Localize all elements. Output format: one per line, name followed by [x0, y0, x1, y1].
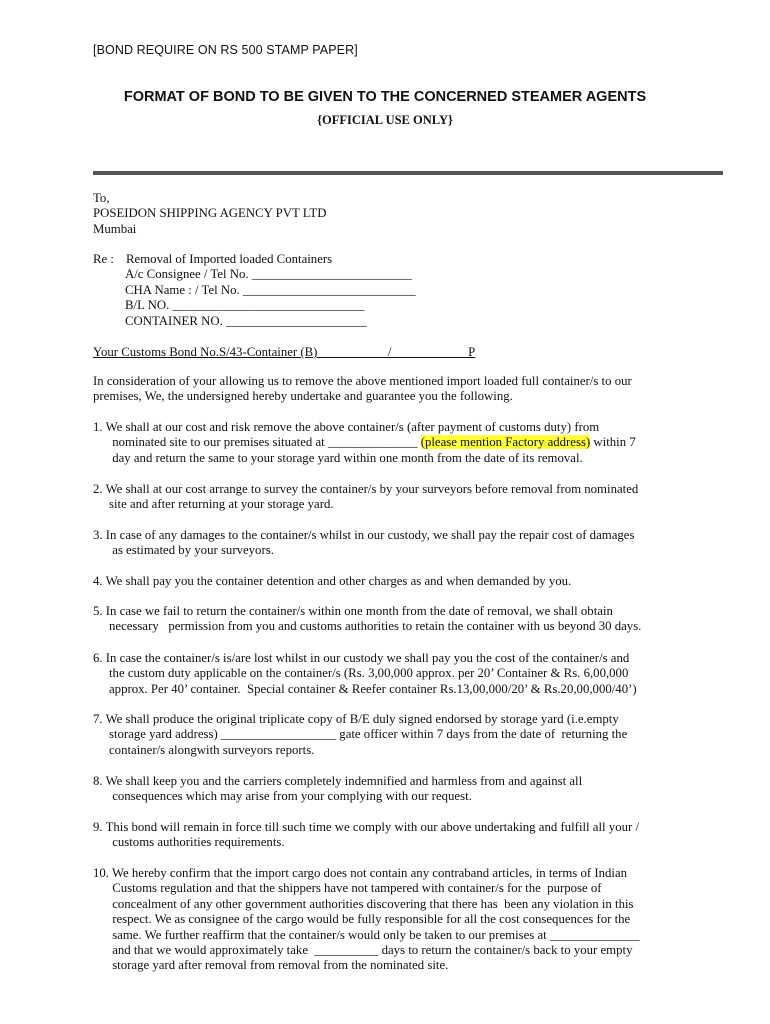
item-line: 3. In case of any damages to the container/s whilst in our custody, we shall pay the repair cost of damages — [93, 528, 635, 542]
address-block — [93, 191, 326, 237]
document-subtitle: {OFFICIAL USE ONLY} — [317, 113, 453, 127]
re-label: Re : — [93, 252, 114, 266]
item-line: Customs regulation and that the shippers have not tampered with container/s for the purpose of — [93, 881, 602, 896]
item-line: 1. We shall at our cost and risk remove the above container/s (after payment of customs duty) from — [93, 420, 600, 434]
item-line: and that we would approximately take __________ days to return the container/s back to your empty — [93, 942, 633, 957]
item-line: 8. We shall keep you and the carriers completely indemnified and harmless from and against all — [93, 774, 583, 788]
addressee-company: POSEIDON SHIPPING AGENCY PVT LTD — [93, 206, 327, 221]
document-title: FORMAT OF BOND TO BE GIVEN TO THE CONCERNED STEAMER AGENTS — [123, 89, 647, 105]
item-line: necessary permission from you and customs authorities to retain the container with us beyond 30 days. — [93, 619, 642, 634]
intro-paragraph — [93, 374, 632, 405]
intro-line: In consideration of your allowing us to remove the above mentioned import loaded full container/s to our — [93, 374, 632, 388]
item-line: container/s alongwith surveyors reports. — [93, 742, 315, 757]
cha-field: CHA Name : / Tel No. ___________________________ — [125, 282, 416, 297]
item-line: approx. Per 40’ container. Special container & Reefer container Rs.13,00,000/20’ & Rs.20,00,000/40’) — [93, 681, 637, 696]
undertaking-item-4 — [93, 574, 571, 589]
undertaking-item-10 — [93, 866, 640, 974]
item-line: storage yard after removal from removal from the nominated site. — [93, 958, 449, 973]
undertaking-item-1 — [93, 420, 636, 466]
item-line — [93, 435, 636, 450]
item-line: 9. This bond will remain in force till such time we comply with our above undertaking and fulfill all your / — [93, 820, 640, 834]
item-line: storage yard address) __________________ gate officer within 7 days from the date of returning the — [93, 727, 628, 742]
item-text: within 7 — [590, 435, 636, 450]
item-line: respect. We as consignee of the cargo would be fully responsible for all the cost consequences for the — [93, 912, 631, 927]
undertaking-item-5 — [93, 604, 641, 635]
container-number-field: CONTAINER NO. ______________________ — [125, 313, 367, 328]
highlighted-instruction: (please mention Factory address) — [420, 435, 591, 450]
item-line: 10. We hereby confirm that the import cargo does not contain any contraband articles, in terms of Indian — [93, 866, 628, 880]
horizontal-divider — [93, 171, 723, 175]
item-text: nominated site to our premises situated at ______________ — [93, 435, 421, 450]
item-line: the custom duty applicable on the container/s (Rs. 3,00,000 approx. per 20’ Container & Rs. 6,00,000 — [93, 666, 629, 681]
stamp-paper-note: [BOND REQUIRE ON RS 500 STAMP PAPER] — [93, 43, 358, 57]
re-subject: Removal of Imported loaded Containers — [126, 252, 333, 266]
item-line: 6. In case the container/s is/are lost whilst in our custody we shall pay you the cost of the container/s and — [93, 651, 630, 665]
item-line: 7. We shall produce the original triplicate copy of B/E duly signed endorsed by storage yard (i.e.empty — [93, 712, 619, 726]
undertaking-item-2 — [93, 482, 638, 513]
item-line: 5. In case we fail to return the container/s within one month from the date of removal, we shall obtain — [93, 604, 613, 618]
item-line: 2. We shall at our cost arrange to survey the container/s by your surveyors before removal from nominated — [93, 482, 639, 496]
undertaking-item-8 — [93, 774, 582, 805]
consignee-field: A/c Consignee / Tel No. _________________________ — [125, 267, 412, 282]
item-line: 4. We shall pay you the container detention and other charges as and when demanded by you. — [93, 574, 572, 588]
item-line: site and after returning at your storage yard. — [93, 497, 334, 512]
undertaking-item-6 — [93, 651, 637, 697]
item-line: customs authorities requirements. — [93, 835, 285, 850]
undertaking-item-9 — [93, 820, 639, 851]
undertaking-item-3 — [93, 528, 634, 559]
undertaking-item-7 — [93, 712, 627, 758]
customs-bond-line: Your Customs Bond No.S/43-Container (B)___________/____________P — [93, 345, 476, 359]
item-line: as estimated by your surveyors. — [93, 543, 274, 558]
addressee-city: Mumbai — [93, 221, 137, 236]
item-line: day and return the same to your storage yard within one month from the date of its removal. — [93, 450, 583, 465]
item-line: concealment of any other government authorities discovering that there has been any violation in this — [93, 896, 634, 911]
salutation: To, — [93, 191, 110, 205]
bl-number-field: B/L NO. ______________________________ — [125, 298, 365, 313]
item-line: consequences which may arise from your complying with our request. — [93, 789, 472, 804]
intro-line: premises, We, the undersigned hereby undertake and guarantee you the following. — [93, 389, 513, 404]
item-line: same. We further reaffirm that the container/s would only be taken to our premises at ______________ — [93, 927, 640, 942]
